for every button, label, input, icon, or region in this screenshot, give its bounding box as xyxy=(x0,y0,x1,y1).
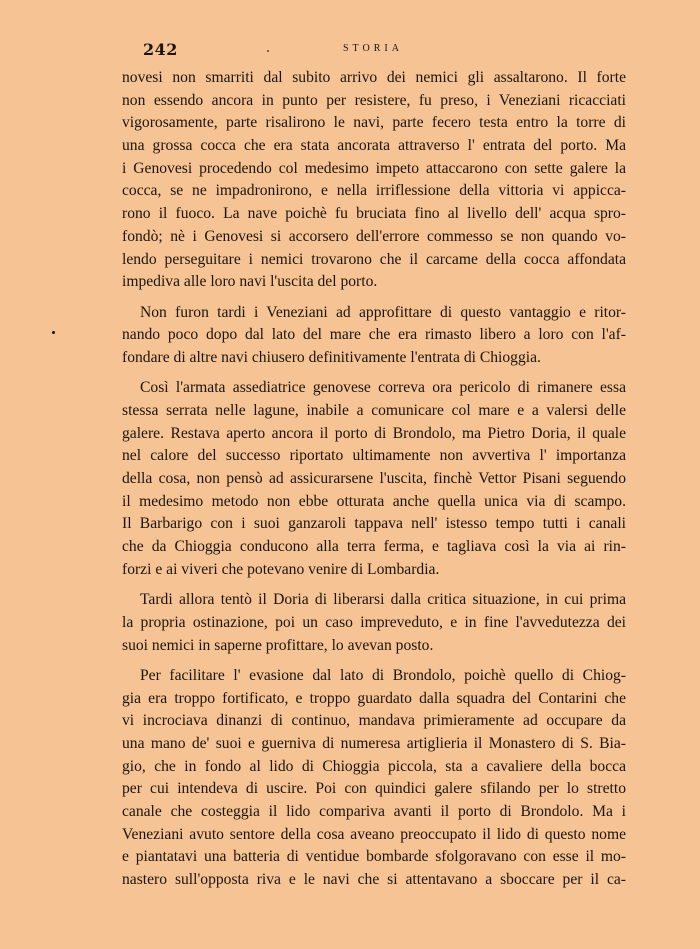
text-line: forzi e ai viveri che potevano venire di Lombardia. xyxy=(122,560,440,578)
text-line: impediva alle loro navi l'uscita del porto. xyxy=(122,273,378,291)
ink-speck xyxy=(267,50,269,52)
text-line: cocca, se ne impadronirono, e nella irriflessione della vittoria vi appicca- xyxy=(122,182,626,200)
text-line: vi incrociava dinanzi di continuo, mandava primieramente ad occupare da xyxy=(122,712,626,730)
text-line: il medesimo metodo non ebbe otturata anche quella unica via di scampo. xyxy=(122,492,626,510)
text-line: Veneziani avuto sentore della cosa aveano preoccupato il lido di questo nome xyxy=(122,825,626,843)
text-line: per cui intendeva di uscire. Poi con quindici galere sfilando per lo stretto xyxy=(122,780,626,798)
text-line: la propria ostinazione, poi un caso impreveduto, e in fine l'avvedutezza dei xyxy=(122,613,626,631)
paragraph xyxy=(122,377,626,581)
text-line: canale che costeggia il lido compariva avanti il porto di Brondolo. Ma i xyxy=(122,803,626,821)
text-line: della cosa, non pensò ad assicurarsene l'uscita, finchè Vettor Pisani seguendo xyxy=(122,470,626,488)
text-line: nando poco dopo dal lato del mare che era rimasto libero a loro con l'af- xyxy=(122,326,626,344)
text-line: una mano de' suoi e guerniva di numeresa artiglieria il Monastero di S. Bia- xyxy=(122,735,626,752)
text-line: galere. Restava aperto ancora il porto di Brondolo, ma Pietro Doria, il quale xyxy=(122,424,626,442)
paragraph xyxy=(122,302,626,370)
text-line: Non furon tardi i Veneziani ad approfittare di questo vantaggio e ritor- xyxy=(140,303,626,321)
text-line: gio, che in fondo al lido di Chioggia piccola, sta a cavaliere della bocca xyxy=(122,757,626,775)
text-line: suoi nemici in saperne profittare, lo avevan posto. xyxy=(122,636,434,654)
text-line: i Genovesi procedendo col medesimo impeto attaccarono con sette galere la xyxy=(122,159,626,177)
text-line: Per facilitare l' evasione dal lato di Brondolo, poichè quello di Chiog- xyxy=(140,666,626,684)
text-line: fondare di altre navi chiusero definitivamente l'entrata di Chioggia. xyxy=(122,348,541,366)
body-text xyxy=(122,67,626,892)
text-line: vigorosamente, parte risalirono le navi, parte fecero testa entro la torre di xyxy=(122,114,626,132)
text-line: Il Barbarigo con i suoi ganzaroli tappava nell' istesso tempo tutti i canali xyxy=(122,515,626,533)
text-line: fondò; nè i Genovesi si accorsero dell'errore commesso se non quando vo- xyxy=(122,227,626,245)
text-line: che da Chioggia conducono alla terra ferma, e tagliava così la via ai rin- xyxy=(122,538,626,556)
text-line: stessa serrata nelle lagune, inabile a comunicare col mare e a valersi delle xyxy=(122,402,626,419)
page-number: 242 xyxy=(143,40,178,59)
text-line: Così l'armata assediatrice genovese correva ora pericolo di rimanere essa xyxy=(140,379,626,397)
running-title: STORIA xyxy=(343,43,403,54)
text-line: rono il fuoco. La nave poichè fu bruciata fino al livello dell' acqua spro- xyxy=(122,205,626,223)
paragraph xyxy=(122,589,626,657)
paragraph xyxy=(122,665,626,892)
margin-mark xyxy=(52,331,55,334)
text-line: lendo perseguitare i nemici trovarono che il carcame della cocca affondata xyxy=(122,250,626,268)
text-line: novesi non smarriti dal subito arrivo dei nemici gli assaltarono. Il forte xyxy=(122,69,626,86)
text-line: gia era troppo fortificato, e troppo guardato dalla squadra del Contarini che xyxy=(122,689,626,707)
paragraph xyxy=(122,67,626,294)
text-line: una grossa cocca che era stata ancorata attraverso l' entrata del porto. Ma xyxy=(122,137,626,155)
text-line: nel calore del successo riportato ultimamente non avvertiva l' importanza xyxy=(122,447,626,465)
text-line: nastero sull'opposta riva e le navi che si attentavano a sboccare per il ca- xyxy=(122,871,626,889)
text-line: non essendo ancora in punto per resistere, fu preso, i Veneziani ricacciati xyxy=(122,91,626,109)
text-line: Tardi allora tentò il Doria di liberarsi dalla critica situazione, in cui prima xyxy=(140,591,626,609)
page-header xyxy=(0,40,700,62)
text-line: e piantatavi una batteria di ventidue bombarde sfolgoravano con esse il mo- xyxy=(122,848,626,866)
